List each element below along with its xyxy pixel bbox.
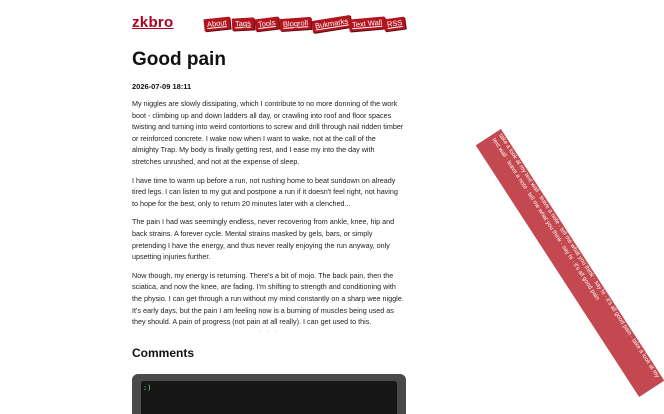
site-logo[interactable]: zkbro <box>132 14 174 31</box>
text-wall-ribbon[interactable]: take a look at my text wall · leave a note · tell me what you think · say hi · it's all good pain · take a look at my text wall · leave a note · tell me what you think · say hi · it's all good pain <box>476 129 664 397</box>
post-paragraph: Now though, my energy is returning. There's a bit of mojo. The back pain, then the sciatica, and now the knee, are fading. I'm shifting to strength and conditioning with the physio. I can get through a run without my mind constantly on a sharp wee niggle. It's early days, but the pain I am feeling now is a burning of muscles being used as they should. A pain of progress (not pain at all really). I can get used to this. <box>132 270 404 327</box>
post-separator: · · · <box>258 328 279 335</box>
nav-bukmarks[interactable]: Bukmarks <box>311 15 352 33</box>
nav-rss[interactable]: RSS <box>383 17 406 32</box>
comments-heading: Comments <box>132 346 195 360</box>
post-paragraph: The pain I had was seemingly endless, never recovering from ankle, knee, hip and back strains. A forever cycle. Mental strains masked by gels, bars, or simply pretending I have the energy, and thus never really enjoying the run anyway, only upsetting injuries further. <box>132 217 395 262</box>
post-paragraph: I have time to warm up before a run, not rushing home to beat sundown on already tired legs. I can listen to my gut and postpone a run if it doesn't feel right, not having to hope for the best, only to return 20 minutes later with a clenched... <box>132 175 398 208</box>
nav-blogroll[interactable]: Blogroll <box>280 17 312 31</box>
nav-tags[interactable]: Tags <box>232 17 254 30</box>
post-paragraph: My niggles are slowly dissipating, which I contribute to no more donning of the work boot - climbing up and down ladders all day, or crawling into roof and floor spaces twisting and turning into weird contortions to screw and drill through nail ridden timber or reinforced concrete. I wake now when I want to wake, not at the call of the almighty Trap. My body is finally getting rest, and I ease my into the day with stretches unrushed, and not at the expense of sleep. <box>132 99 404 166</box>
post-body <box>132 98 404 335</box>
site-header <box>0 0 540 40</box>
page-title: Good pain <box>132 49 226 70</box>
comment-terminal[interactable] <box>132 374 406 414</box>
nav-about[interactable]: About <box>203 17 230 32</box>
terminal-screen <box>141 381 397 414</box>
nav-tools[interactable]: Tools <box>254 17 279 32</box>
terminal-prompt: :) <box>143 384 152 392</box>
post-date: 2026-07-09 18:11 <box>132 82 192 91</box>
nav-text-wall[interactable]: Text Wall <box>349 16 386 31</box>
